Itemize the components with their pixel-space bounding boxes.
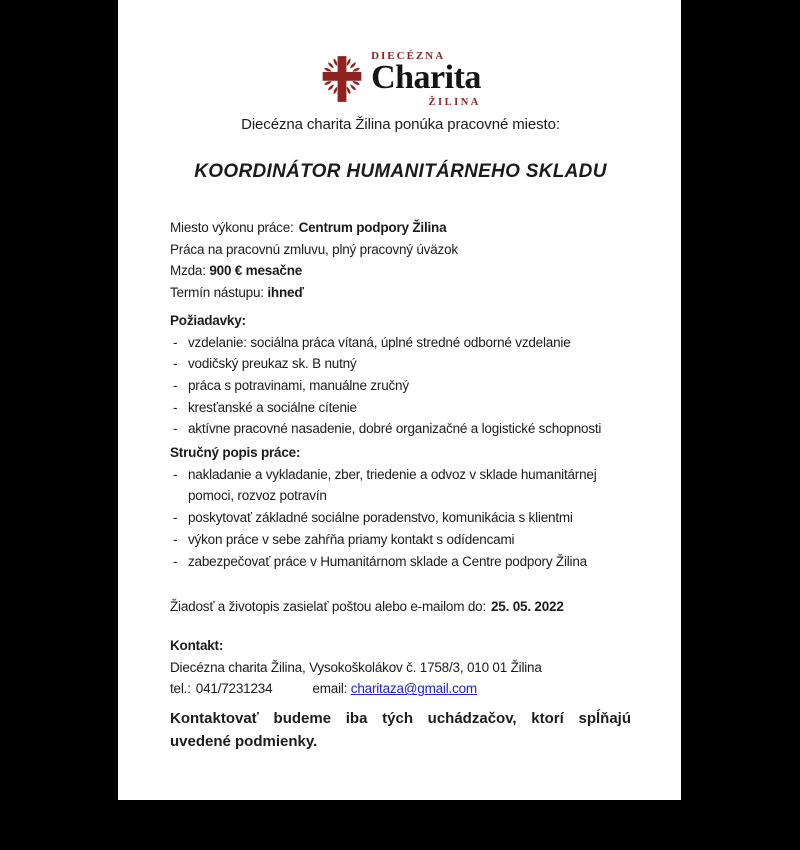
intro-line: Diecézna charita Žilina ponúka pracovné miesto: — [241, 116, 560, 133]
bullet-dash: - — [173, 531, 178, 547]
charity-logo — [320, 50, 481, 109]
detail-contract: Práca na pracovnú zmluvu, plný pracovný úväzok — [170, 241, 458, 257]
description-item: - výkon práce v sebe zahŕňa priamy kontakt s odídencami — [170, 529, 631, 551]
logo-diecezna-text: DIECÉZNA — [371, 50, 446, 62]
description-list — [170, 464, 631, 573]
bullet-dash: - — [173, 377, 178, 393]
page-content — [118, 50, 681, 850]
detail-place-value: Centrum podpory Žilina — [298, 220, 447, 235]
logo-row — [170, 50, 631, 109]
requirement-item: - práca s potravinami, manuálne zručný — [170, 375, 631, 397]
requirement-item: - aktívne pracovné nasadenie, dobré organizačné a logistické schopnosti — [170, 418, 631, 440]
requirements-list — [170, 332, 631, 441]
detail-start — [170, 282, 631, 304]
detail-salary — [170, 260, 631, 282]
bullet-dash: - — [173, 466, 178, 482]
contact-heading: Kontakt: — [170, 637, 224, 653]
contact-address: Diecézna charita Žilina, Vysokoškolákov č. 1758/3, 010 01 Žilina — [170, 659, 542, 675]
bullet-dash: - — [173, 553, 178, 569]
job-title: KOORDINÁTOR HUMANITÁRNEHO SKLADU — [194, 161, 607, 182]
footer-note: Kontaktovať budeme iba tých uchádzačov, ktorí spĺňajú uvedené podmienky. — [170, 710, 631, 751]
detail-place — [170, 217, 631, 239]
description-item: - poskytovať základné sociálne poradenstvo, komunikácia s klientmi — [170, 507, 631, 529]
document-page — [118, 0, 681, 800]
detail-salary-value: 900 € mesačne — [209, 263, 303, 279]
application-deadline-line — [170, 596, 631, 618]
bullet-dash: - — [173, 356, 178, 372]
job-details — [170, 217, 631, 304]
requirement-item: - vodičský preukaz sk. B nutný — [170, 353, 631, 375]
requirements-heading: Požiadavky: — [170, 312, 246, 328]
deadline-date: 25. 05. 2022 — [491, 599, 564, 615]
tel-label: tel.: — [170, 681, 191, 697]
bullet-dash: - — [173, 510, 178, 526]
email-link[interactable]: charitaza@gmail.com — [350, 681, 477, 697]
detail-start-value: ihneď — [267, 285, 304, 301]
logo-charita-text: Charita — [371, 59, 481, 96]
logo-zilina-text: ŽILINA — [428, 97, 481, 108]
caritas-cross-icon — [320, 51, 364, 107]
contact-section — [170, 635, 631, 700]
bullet-dash: - — [173, 421, 178, 437]
application-label: Žiadosť a životopis zasielať poštou alebo e-mailom do: — [170, 599, 486, 615]
description-item: - zabezpečovať práce v Humanitárnom sklade a Centre podpory Žilina — [170, 551, 631, 573]
contact-tel-line — [170, 678, 631, 700]
tel-value: 041/7231234 — [195, 681, 273, 697]
description-heading: Stručný popis práce: — [170, 445, 301, 461]
detail-salary-label: Mzda: — [170, 263, 206, 279]
bullet-dash: - — [173, 334, 178, 350]
requirement-item: - vzdelanie: sociálna práca vítaná, úplné stredné odborné vzdelanie — [170, 332, 631, 354]
detail-place-label: Miesto výkonu práce: — [170, 220, 294, 235]
email-label: email: — [312, 681, 348, 697]
description-item: - nakladanie a vykladanie, zber, triedenie a odvoz v sklade humanitárnej pomoci, rozvoz potravín — [170, 464, 631, 507]
requirement-item: - kresťanské a sociálne cítenie — [170, 397, 631, 419]
logo-wordmark — [371, 50, 481, 109]
detail-start-label: Termín nástupu: — [170, 285, 264, 301]
bullet-dash: - — [173, 399, 178, 415]
